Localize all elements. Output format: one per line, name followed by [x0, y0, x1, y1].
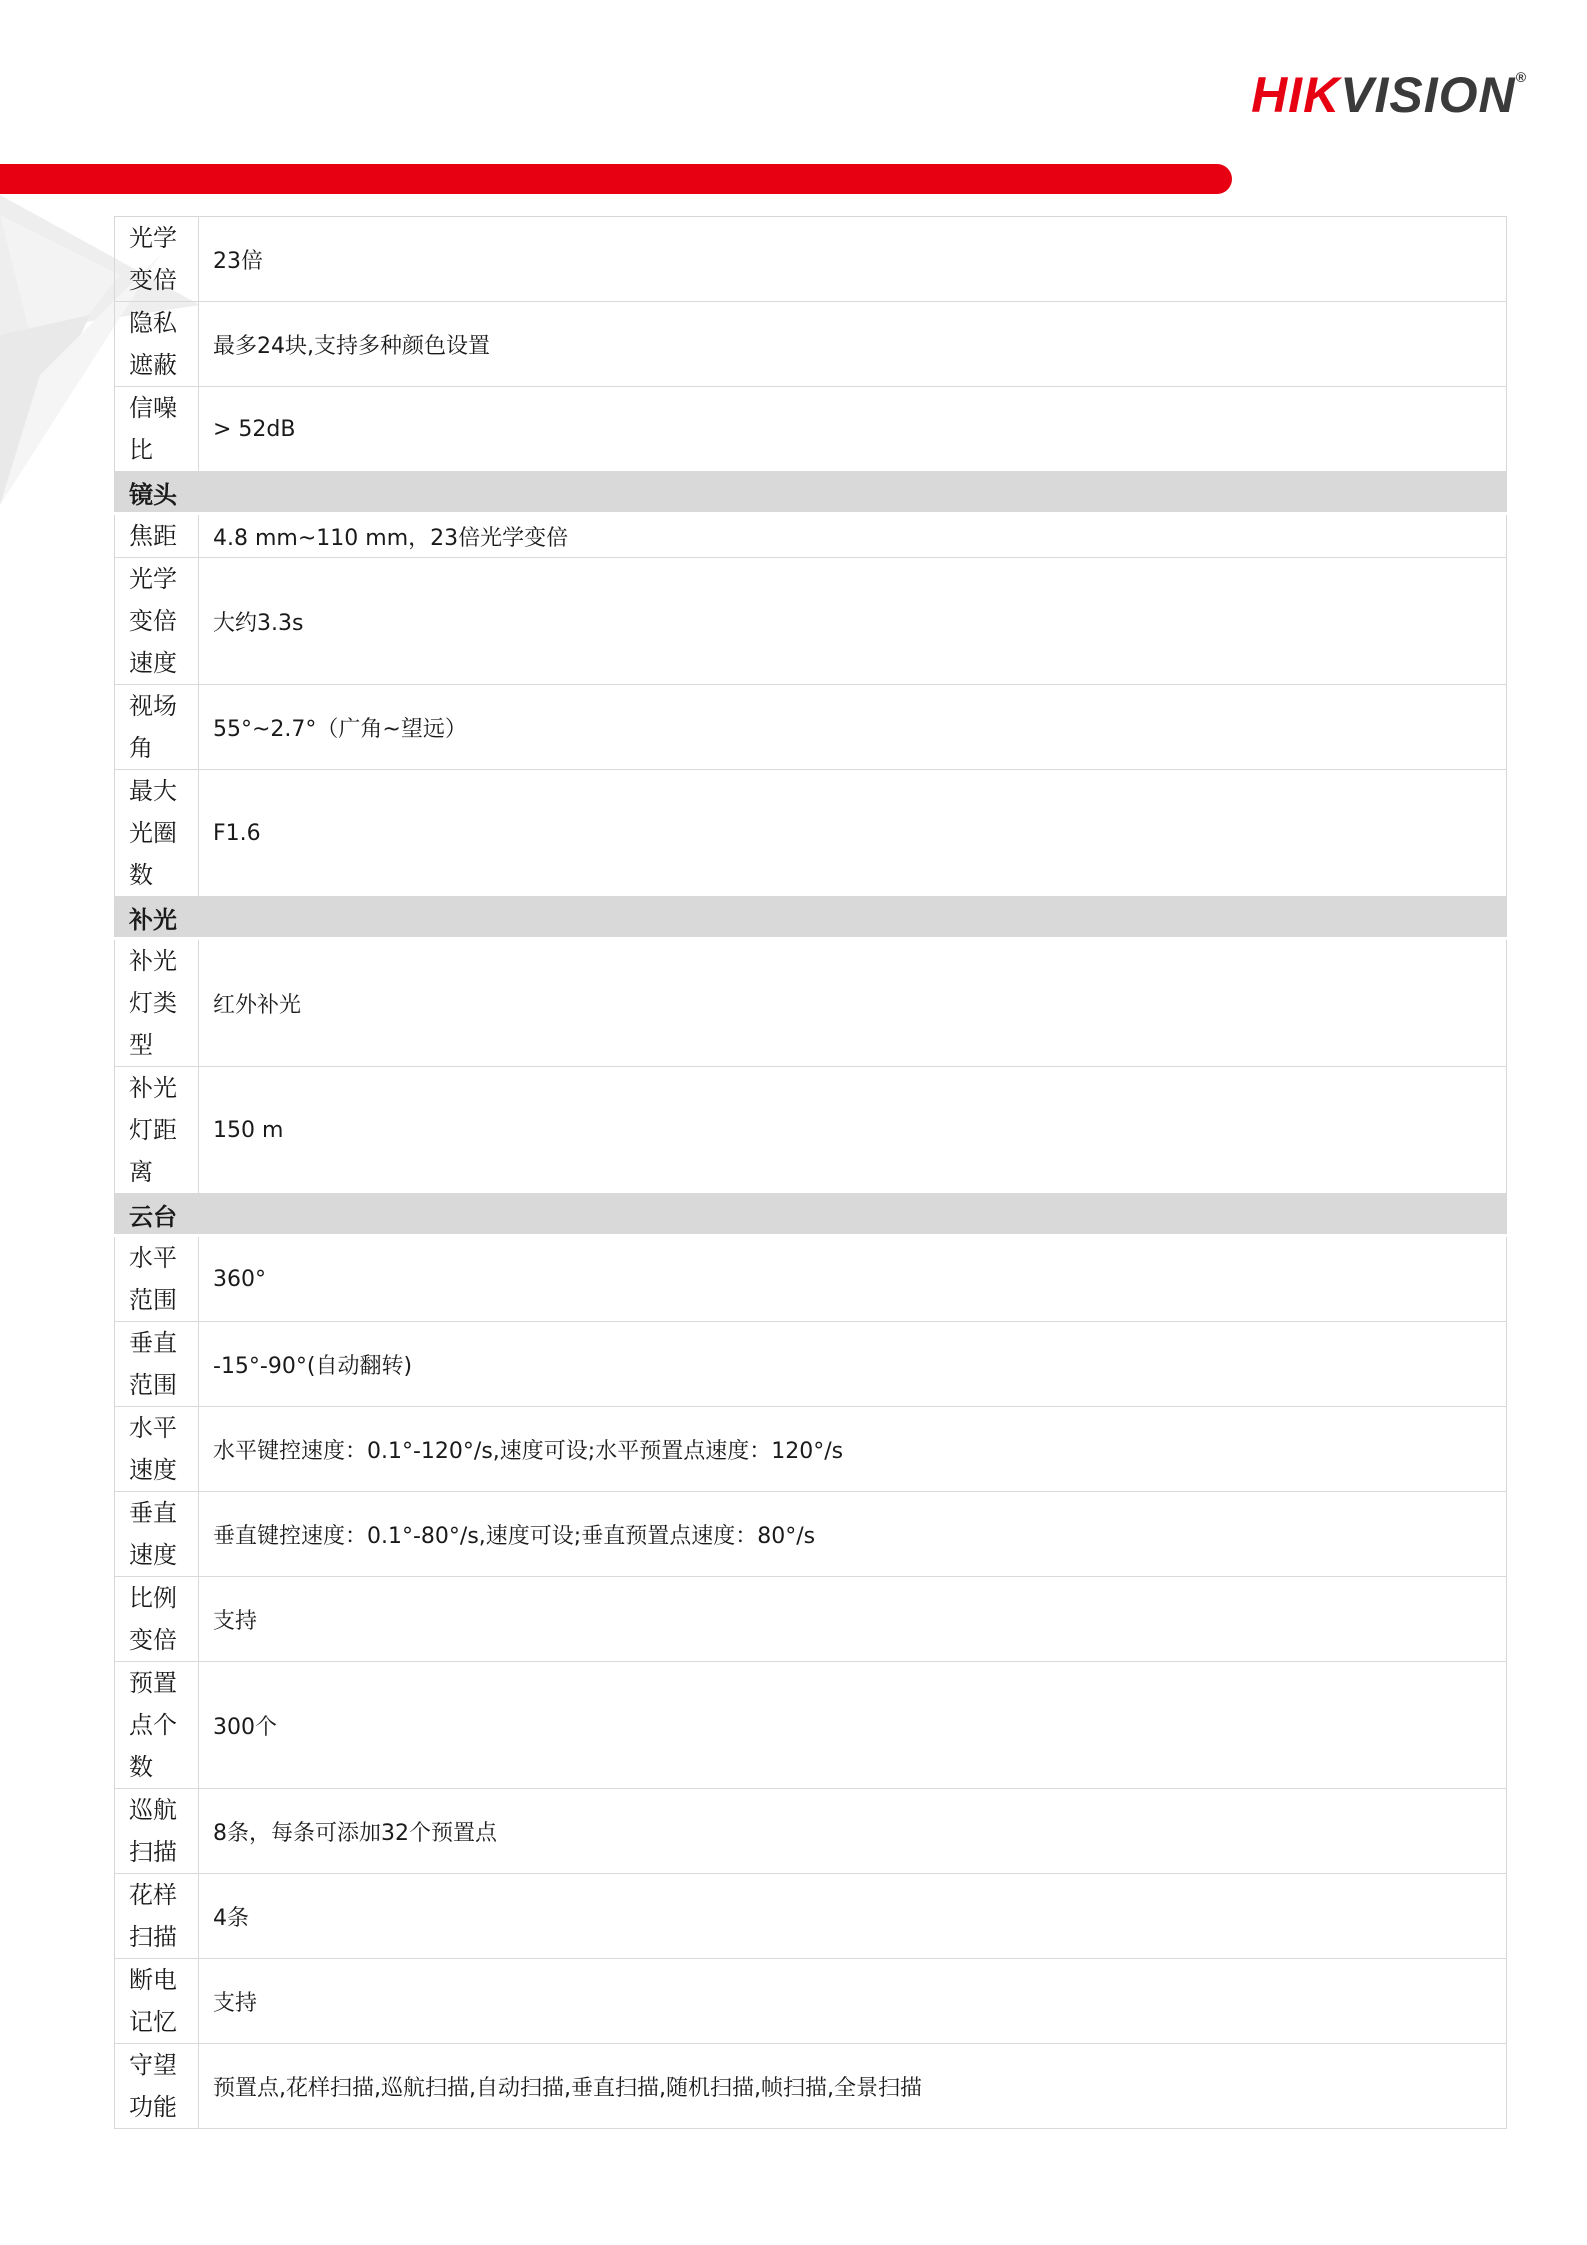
section-title: 镜头	[115, 472, 1507, 514]
spec-value: -15°-90°(自动翻转)	[199, 1322, 1507, 1407]
table-row	[115, 2044, 1507, 2129]
section-title: 云台	[115, 1194, 1507, 1236]
table-row	[115, 1407, 1507, 1492]
section-header-illumination	[115, 897, 1507, 939]
spec-label: 补光灯类型	[115, 939, 199, 1067]
table-row	[115, 387, 1507, 472]
spec-value: 23倍	[199, 217, 1507, 302]
spec-label: 光学变倍速度	[115, 558, 199, 685]
spec-label: 水平范围	[115, 1236, 199, 1322]
spec-value: 55°~2.7°（广角~望远）	[199, 685, 1507, 770]
spec-value: > 52dB	[199, 387, 1507, 472]
spec-label: 视场角	[115, 685, 199, 770]
spec-label: 光学变倍	[115, 217, 199, 302]
table-row	[115, 217, 1507, 302]
table-row	[115, 1236, 1507, 1322]
table-row	[115, 1874, 1507, 1959]
table-row	[115, 1662, 1507, 1789]
logo-hik: HIK	[1251, 67, 1341, 123]
spec-label: 预置点个数	[115, 1662, 199, 1789]
spec-label: 垂直范围	[115, 1322, 199, 1407]
section-header-ptz	[115, 1194, 1507, 1236]
spec-label: 信噪比	[115, 387, 199, 472]
table-row	[115, 1789, 1507, 1874]
spec-label: 补光灯距离	[115, 1067, 199, 1194]
section-title: 补光	[115, 897, 1507, 939]
spec-label: 焦距	[115, 514, 199, 558]
table-row	[115, 514, 1507, 558]
spec-value: 300个	[199, 1662, 1507, 1789]
table-row	[115, 1492, 1507, 1577]
spec-value: 预置点,花样扫描,巡航扫描,自动扫描,垂直扫描,随机扫描,帧扫描,全景扫描	[199, 2044, 1507, 2129]
table-row	[115, 685, 1507, 770]
table-row	[115, 302, 1507, 387]
spec-label: 垂直速度	[115, 1492, 199, 1577]
spec-value: 360°	[199, 1236, 1507, 1322]
spec-label: 水平速度	[115, 1407, 199, 1492]
spec-value: F1.6	[199, 770, 1507, 897]
spec-label: 比例变倍	[115, 1577, 199, 1662]
table-row	[115, 1577, 1507, 1662]
spec-value: 支持	[199, 1959, 1507, 2044]
spec-value: 垂直键控速度：0.1°-80°/s,速度可设;垂直预置点速度：80°/s	[199, 1492, 1507, 1577]
logo-registered-mark: ®	[1515, 69, 1527, 85]
spec-label: 花样扫描	[115, 1874, 199, 1959]
spec-value: 4.8 mm~110 mm，23倍光学变倍	[199, 514, 1507, 558]
spec-label: 最大光圈数	[115, 770, 199, 897]
logo-vision: VISION	[1340, 67, 1516, 123]
table-row	[115, 1959, 1507, 2044]
spec-value: 150 m	[199, 1067, 1507, 1194]
spec-value: 最多24块,支持多种颜色设置	[199, 302, 1507, 387]
table-row	[115, 939, 1507, 1067]
spec-value: 水平键控速度：0.1°-120°/s,速度可设;水平预置点速度：120°/s	[199, 1407, 1507, 1492]
spec-value: 8条，每条可添加32个预置点	[199, 1789, 1507, 1874]
table-row	[115, 770, 1507, 897]
spec-value: 红外补光	[199, 939, 1507, 1067]
spec-label: 巡航扫描	[115, 1789, 199, 1874]
section-header-lens	[115, 472, 1507, 514]
spec-value: 4条	[199, 1874, 1507, 1959]
spec-value: 大约3.3s	[199, 558, 1507, 685]
table-row	[115, 558, 1507, 685]
table-row	[115, 1322, 1507, 1407]
spec-label: 隐私遮蔽	[115, 302, 199, 387]
spec-table	[114, 216, 1507, 2129]
hikvision-logo	[1251, 67, 1527, 123]
spec-value: 支持	[199, 1577, 1507, 1662]
spec-label: 断电记忆	[115, 1959, 199, 2044]
spec-label: 守望功能	[115, 2044, 199, 2129]
header-red-bar	[0, 164, 1232, 194]
table-row	[115, 1067, 1507, 1194]
